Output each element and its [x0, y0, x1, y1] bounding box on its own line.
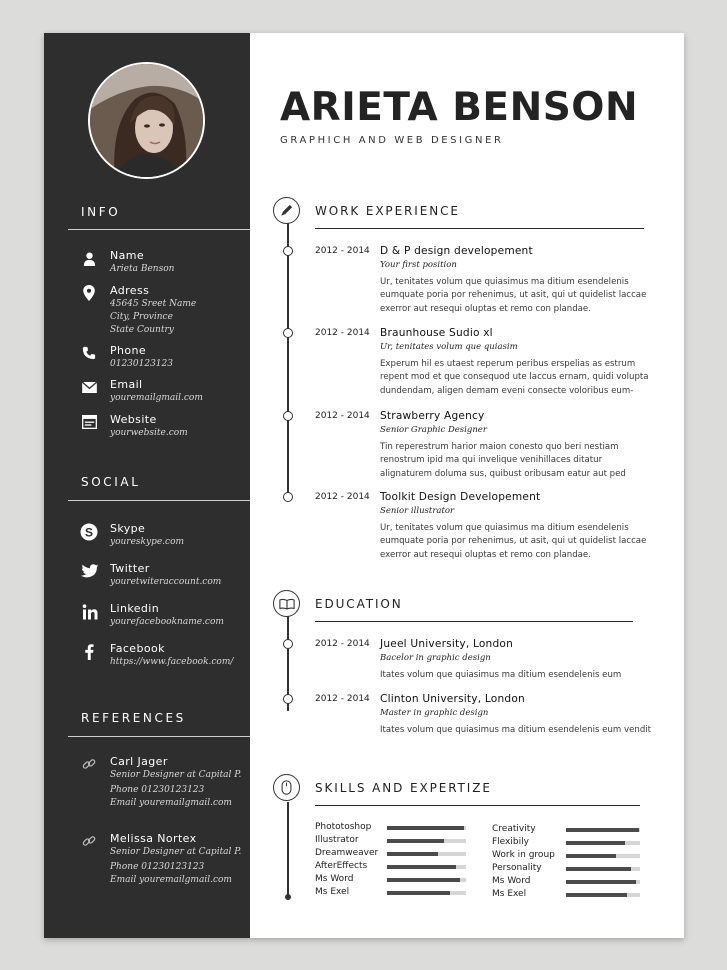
reference-email: Email youremailgmail.com — [110, 798, 232, 808]
skill-bar-track — [566, 841, 640, 845]
sidebar — [44, 33, 250, 938]
skill-row — [492, 850, 652, 863]
skill-bar-track — [387, 865, 466, 869]
skill-name: Ms Exel — [315, 887, 350, 897]
info-value-phone: 01230123123 — [110, 359, 173, 369]
info-value-address-line2: City, Province — [110, 312, 173, 322]
social-value-facebook[interactable]: https://www.facebook.com/ — [110, 657, 234, 667]
skill-name: Work in group — [492, 850, 555, 860]
social-label-skype: Skype — [110, 522, 146, 535]
entry-title: Toolkit Design Developement — [380, 491, 541, 503]
link-icon — [81, 833, 97, 849]
skill-row — [492, 837, 652, 850]
info-value-name: Arieta Benson — [110, 264, 175, 274]
info-label-name: Name — [110, 249, 145, 262]
info-value-address-line1: 45645 Sreet Name — [110, 299, 197, 309]
phone-icon — [81, 345, 97, 361]
website-icon — [81, 414, 97, 430]
info-value-address-line3: State Country — [110, 325, 174, 335]
svg-text:S: S — [84, 525, 94, 540]
skill-name: Personality — [492, 863, 542, 873]
skill-row — [315, 822, 475, 835]
twitter-icon — [81, 563, 99, 579]
info-label-website: Website — [110, 413, 157, 426]
timeline-dot — [283, 492, 293, 502]
skill-row — [315, 874, 475, 887]
skill-bar-fill — [387, 826, 464, 830]
info-title: INFO — [81, 205, 121, 219]
skill-name: Phototoshop — [315, 822, 372, 832]
timeline-dot — [283, 411, 293, 421]
social-value-twitter[interactable]: youretwiteraccount.com — [110, 577, 222, 587]
skill-bar-fill — [387, 891, 450, 895]
social-divider — [68, 500, 250, 501]
entry-description: Ur, tenitates volum que quiasimus ma ditium esendelenis eumquate poria por rehenimus, ut asit, qui ut quidelist laccae exerror aut resequi oluptas et remo con plandae. — [380, 523, 647, 560]
entry-role: Your first position — [380, 260, 457, 270]
skill-bar-track — [387, 839, 466, 843]
info-label-phone: Phone — [110, 344, 147, 357]
social-value-skype[interactable]: youreskype.com — [110, 537, 185, 547]
skill-bar-fill — [566, 867, 631, 871]
skill-bar-fill — [387, 852, 438, 856]
social-value-linkedin[interactable]: yourefacebookname.com — [110, 617, 224, 627]
timeline-dot — [283, 639, 293, 649]
skill-bar-fill — [566, 893, 627, 897]
education-title: EDUCATION — [315, 597, 403, 611]
skill-bar-fill — [387, 878, 460, 882]
entry-description: Tin reperestrum harior maion conesto quo beri nestiam renostrum ipid ma qui invelique venihillaces ditatur alignaturem doluma sus, quibust oribusam eatur aut ped — [380, 442, 626, 479]
skill-bar-track — [566, 893, 640, 897]
social-label-twitter: Twitter — [110, 562, 150, 575]
reference-name: Carl Jager — [110, 755, 168, 768]
skype-icon — [80, 523, 98, 541]
skill-bar-fill — [566, 880, 636, 884]
envelope-icon — [81, 379, 97, 395]
skill-row — [492, 889, 652, 902]
entry-years: 2012 - 2014 — [315, 694, 370, 704]
location-pin-icon — [81, 285, 97, 301]
references-title: REFERENCES — [81, 711, 186, 725]
skill-name: Creativity — [492, 824, 536, 834]
skill-row — [315, 835, 475, 848]
skill-bar-track — [566, 828, 640, 832]
entry-years: 2012 - 2014 — [315, 246, 370, 256]
social-label-facebook: Facebook — [110, 642, 165, 655]
pencil-icon — [273, 197, 300, 224]
skills-divider — [315, 805, 640, 806]
linkedin-icon — [81, 603, 99, 621]
education-divider — [315, 621, 633, 622]
skill-name: Ms Exel — [492, 889, 527, 899]
info-value-email: youremailgmail.com — [110, 393, 203, 403]
entry-years: 2012 - 2014 — [315, 328, 370, 338]
entry-description: Experum hil es utaest reperum peribus erspelias as estrum repent mod et que consequod ute laccus ernam, quidi volupta dundendam, aligen demam eveni consecte voloribus eum- — [380, 359, 649, 396]
skill-bar-track — [566, 854, 640, 858]
entry-title: Strawberry Agency — [380, 410, 485, 422]
skills-title: SKILLS AND EXPERTIZE — [315, 781, 492, 795]
timeline-end-dot — [285, 894, 291, 900]
skill-bar-track — [566, 880, 640, 884]
full-name: ARIETA BENSON — [280, 85, 639, 130]
entry-role: Master in graphic design — [380, 708, 489, 718]
skill-row — [492, 876, 652, 889]
entry-role: Bacelor in graphic design — [380, 653, 491, 663]
skills-timeline — [287, 802, 289, 898]
skill-row — [315, 887, 475, 900]
skill-bar-track — [566, 867, 640, 871]
profile-photo — [88, 62, 205, 179]
skill-name: Ms Word — [492, 876, 531, 886]
facebook-icon — [81, 643, 97, 661]
references-divider — [68, 736, 250, 737]
skill-row — [315, 848, 475, 861]
skill-row — [315, 861, 475, 874]
timeline-dot — [283, 694, 293, 704]
entry-description: Itates volum que quiasimus ma ditium esendelenis eum vendit — [380, 725, 652, 735]
person-icon — [81, 250, 97, 266]
work-timeline — [287, 220, 289, 496]
social-label-linkedin: Linkedin — [110, 602, 160, 615]
skill-bar-track — [387, 852, 466, 856]
skill-bar-fill — [566, 841, 625, 845]
skill-name: AfterEffects — [315, 861, 368, 871]
link-icon — [81, 756, 97, 772]
skill-bar-track — [387, 826, 466, 830]
timeline-dot — [283, 328, 293, 338]
info-value-website: yourwebsite.com — [110, 428, 188, 438]
info-divider — [68, 229, 250, 230]
reference-phone: Phone 01230123123 — [110, 862, 205, 872]
work-divider — [315, 228, 644, 229]
skill-row — [492, 863, 652, 876]
reference-name: Melissa Nortex — [110, 832, 197, 845]
entry-description: Itates volum que quiasimus ma ditium esendelenis eum — [380, 670, 622, 680]
reference-phone: Phone 01230123123 — [110, 785, 205, 795]
entry-title: D & P design developement — [380, 245, 533, 257]
reference-role: Senior Designer at Capital P. — [110, 770, 242, 780]
entry-title: Jueel University, London — [380, 638, 513, 650]
entry-years: 2012 - 2014 — [315, 492, 370, 502]
skill-name: Illustrator — [315, 835, 359, 845]
entry-role: Senior illustrator — [380, 506, 455, 516]
entry-role: Senior Graphic Designer — [380, 425, 487, 435]
mouse-icon — [273, 774, 300, 801]
reference-role: Senior Designer at Capital P. — [110, 847, 242, 857]
entry-description: Ur, tenitates volum que quiasimus ma ditium esendelenis eumquate poria por rehenimus, ut asit, qui ut quidelist laccae exerror aut resequi oluptas et remo con plandae. — [380, 277, 647, 314]
entry-title: Clinton University, London — [380, 693, 525, 705]
skill-bar-fill — [566, 854, 616, 858]
info-label-address: Adress — [110, 284, 150, 297]
skill-name: Dreamweaver — [315, 848, 379, 858]
skill-bar-fill — [387, 865, 456, 869]
skill-name: Flexibily — [492, 837, 529, 847]
work-title: WORK EXPERIENCE — [315, 204, 460, 218]
social-title: SOCIAL — [81, 475, 141, 489]
skill-bar-fill — [387, 839, 444, 843]
skill-bar-track — [387, 878, 466, 882]
resume-page — [44, 33, 684, 938]
entry-role: Ur, tenitates volum que quiasim — [380, 342, 518, 352]
entry-years: 2012 - 2014 — [315, 411, 370, 421]
skill-name: Ms Word — [315, 874, 354, 884]
info-label-email: Email — [110, 378, 143, 391]
reference-email: Email youremailgmail.com — [110, 875, 232, 885]
book-icon — [273, 590, 300, 617]
skill-bar-track — [387, 891, 466, 895]
entry-years: 2012 - 2014 — [315, 639, 370, 649]
job-title: GRAPHICH AND WEB DESIGNER — [280, 135, 504, 146]
entry-title: Braunhouse Sudio xl — [380, 327, 493, 339]
skill-row — [492, 824, 652, 837]
skill-bar-fill — [566, 828, 639, 832]
timeline-dot — [283, 246, 293, 256]
